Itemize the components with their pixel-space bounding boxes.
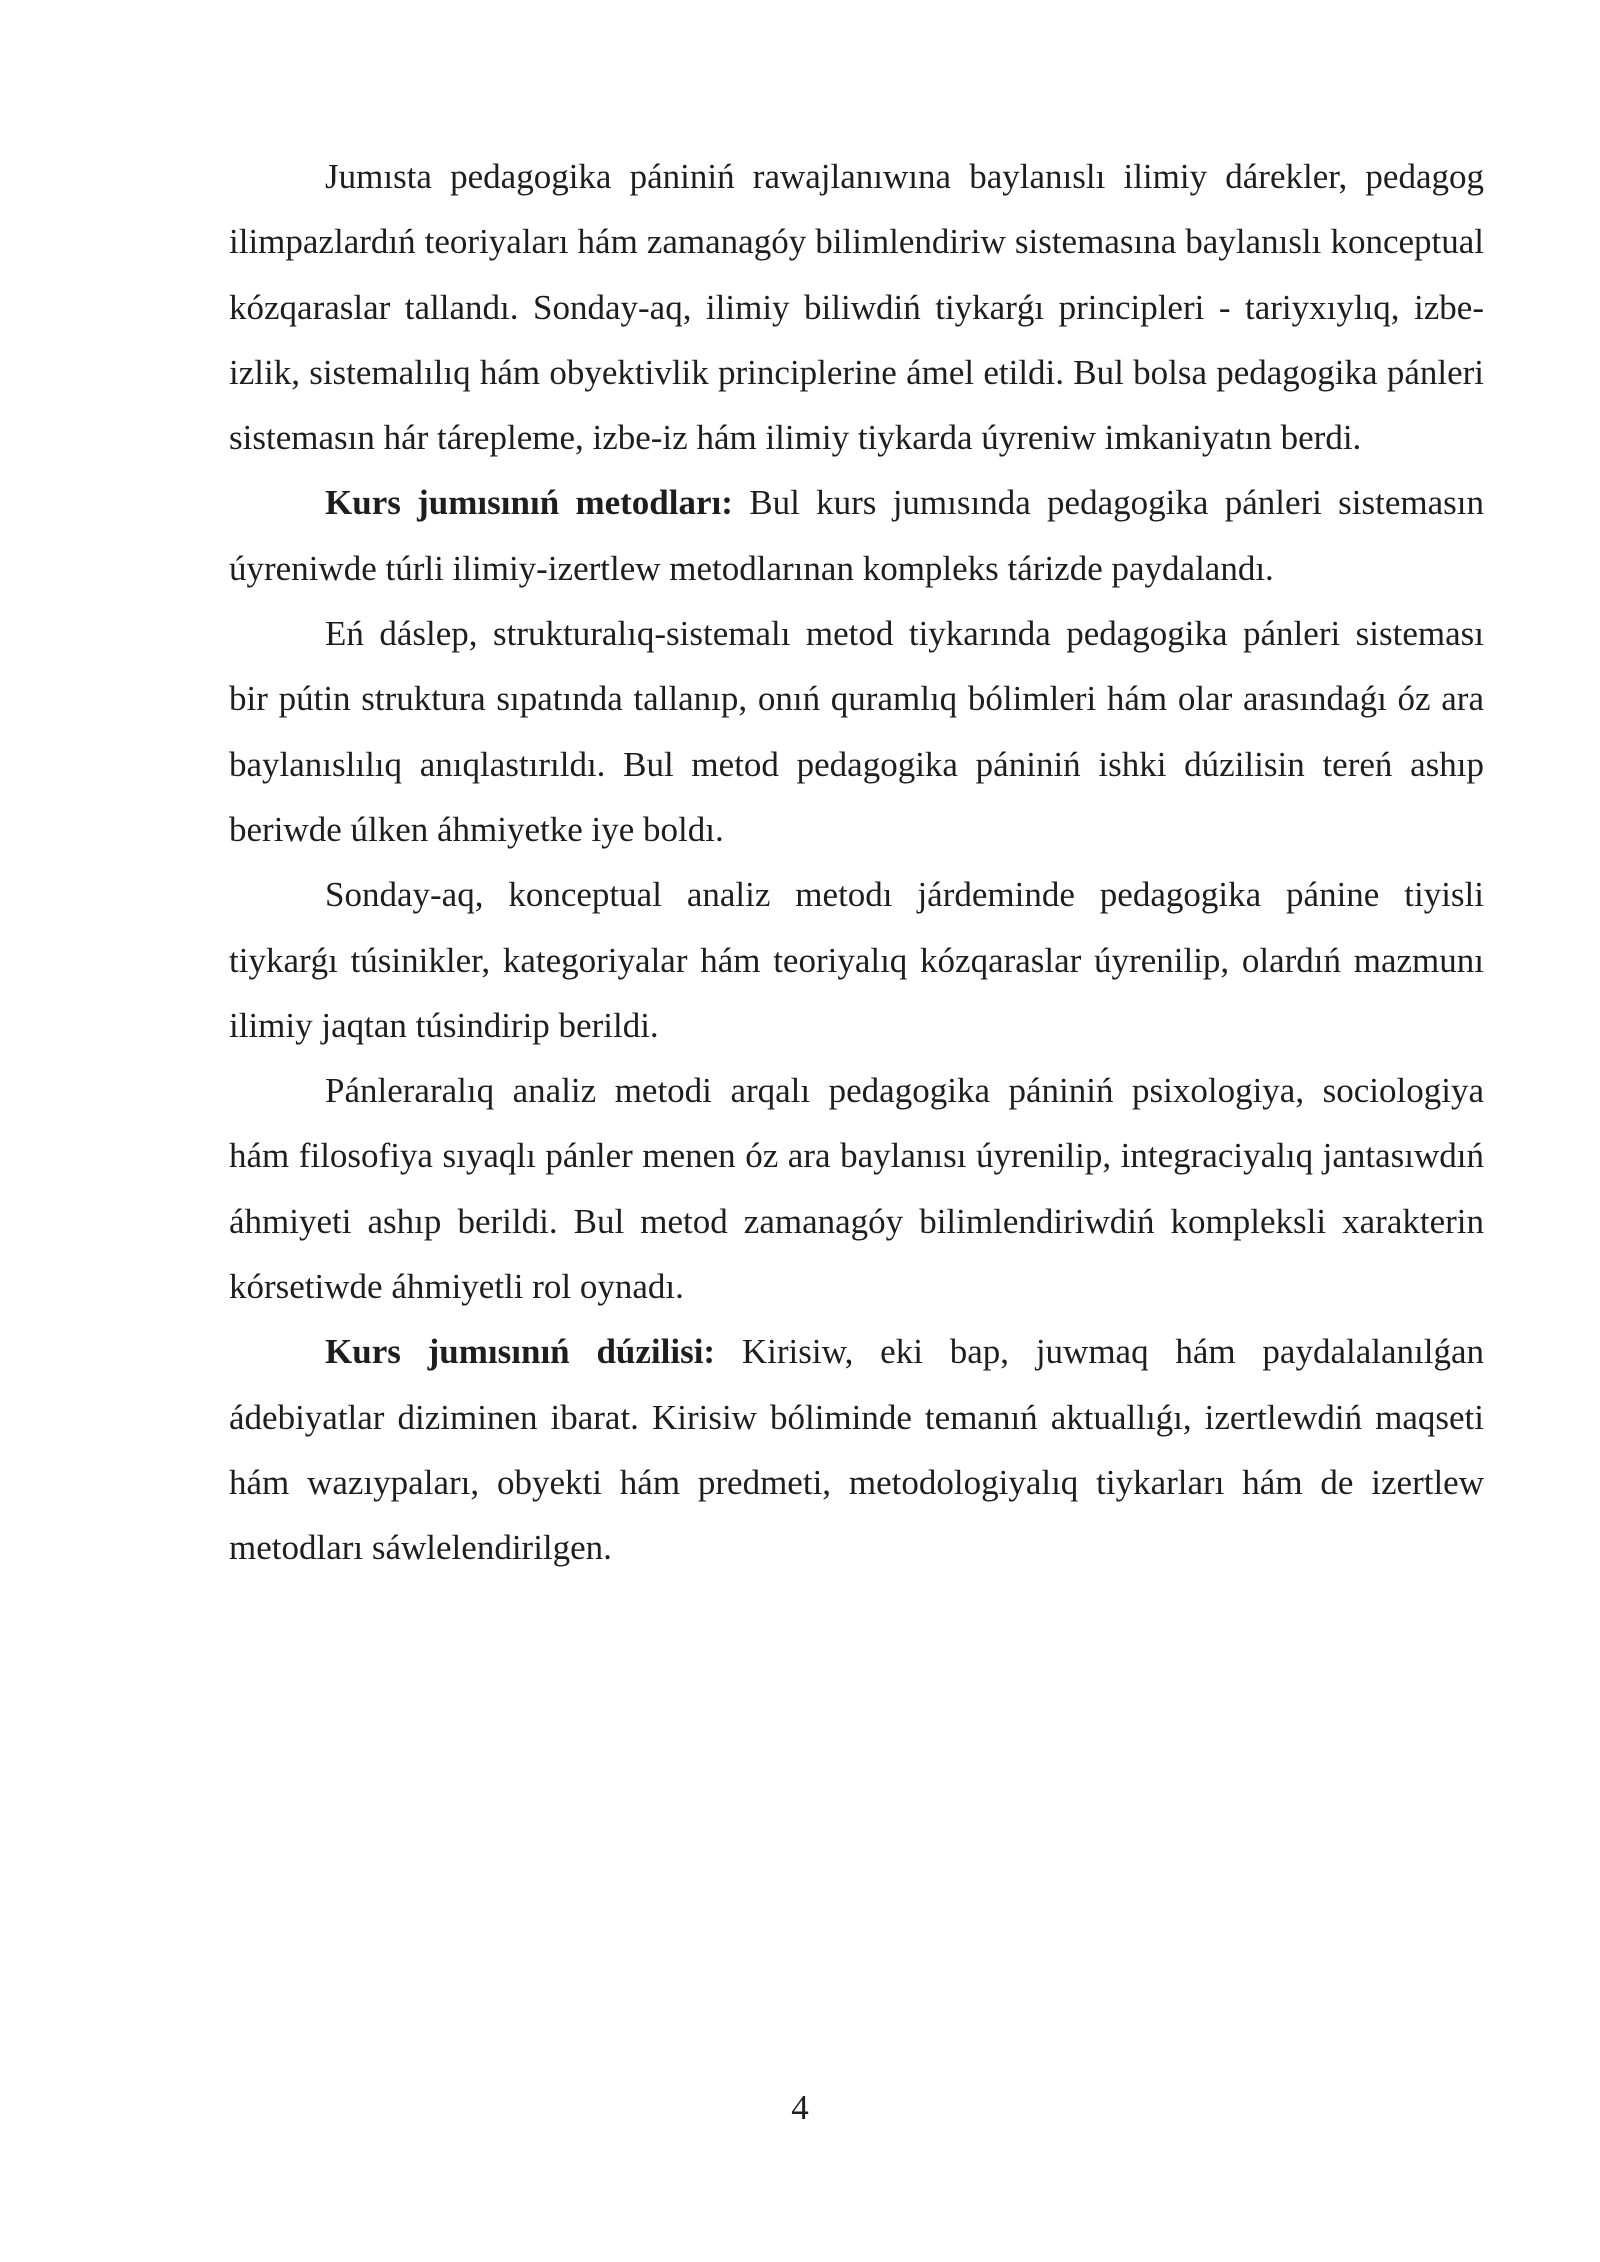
page-number: 4 (791, 2088, 809, 2127)
paragraph-structural-method (229, 601, 1484, 862)
paragraph-structure (229, 1319, 1484, 1580)
methods-heading: Kurs jumısınıń metodları: (325, 483, 733, 523)
paragraph-text: Kirisiw, eki bap, juwmaq hám paydalalanılǵan ádebiyatlar diziminen ibarat. Kirisiw bóliminde temanıń aktuallıǵı, izertlewdiń maqseti hám wazıypaları, obyekti hám predmeti, metodologiyalıq tiykarları hám de izertlew metodları sáwlelendirilgen. (229, 1332, 1485, 1568)
body-text (229, 144, 1484, 1581)
paragraph-text: Sonday-aq, konceptual analiz metodı járdeminde pedagogika pánine tiyisli tiykarǵı túsinikler, kategoriyalar hám teoriyalıq kózqaraslar úyrenilip, olardıń mazmunı ilimiy jaqtan túsindirip berildi. (229, 875, 1484, 1045)
paragraph-text: Pánleraralıq analiz metodi arqalı pedagogika pániniń psixologiya, sociologiya hám filosofiya sıyaqlı pánler menen óz ara baylanısı úyrenilip, integraciyalıq jantasıwdıń áhmiyeti ashıp berildi. Bul metod zamanagóy bilimlendiriwdiń kompleksli xarakterin kórsetiwde áhmiyetli rol oynadı. (229, 1071, 1484, 1307)
structure-heading: Kurs jumısınıń dúzilisi: (325, 1332, 716, 1372)
paragraph-text: Eń dáslep, strukturalıq-sistemalı metod tiykarında pedagogika pánleri sisteması bir pútin struktura sıpatında tallanıp, onıń quramlıq bólimleri hám olar arasındaǵı óz ara baylanıslılıq anıqlastırıldı. Bul metod pedagogika pániniń ishki dúzilisin tereń ashıp beriwde úlken áhmiyetke iye boldı. (229, 614, 1484, 849)
paragraph-methods (229, 470, 1484, 601)
paragraph-interdisciplinary-analysis (229, 1058, 1484, 1319)
paragraph-conceptual-analysis (229, 862, 1484, 1058)
paragraph-intro-sources (229, 144, 1484, 470)
paragraph-text: Jumısta pedagogika pániniń rawajlanıwına baylanıslı ilimiy dárekler, pedagog ilimpazlardıń teoriyaları hám zamanagóy bilimlendiriw sistemasına baylanıslı konceptual kózqaraslar tallandı. Sonday-aq, ilimiy biliwdiń tiykarǵı principleri - tariyxıylıq, izbe-izlik, sistemalılıq hám obyektivlik principlerine ámel etildi. Bul bolsa pedagogika pánleri sistemasın hár tárepleme, izbe-iz hám ilimiy tiykarda úyreniw imkaniyatın berdi. (229, 157, 1484, 458)
paragraph-text: Bul kurs jumısında pedagogika pánleri sistemasın úyreniwde túrli ilimiy-izertlew metodlarınan kompleks tárizde paydalandı. (229, 483, 1484, 588)
